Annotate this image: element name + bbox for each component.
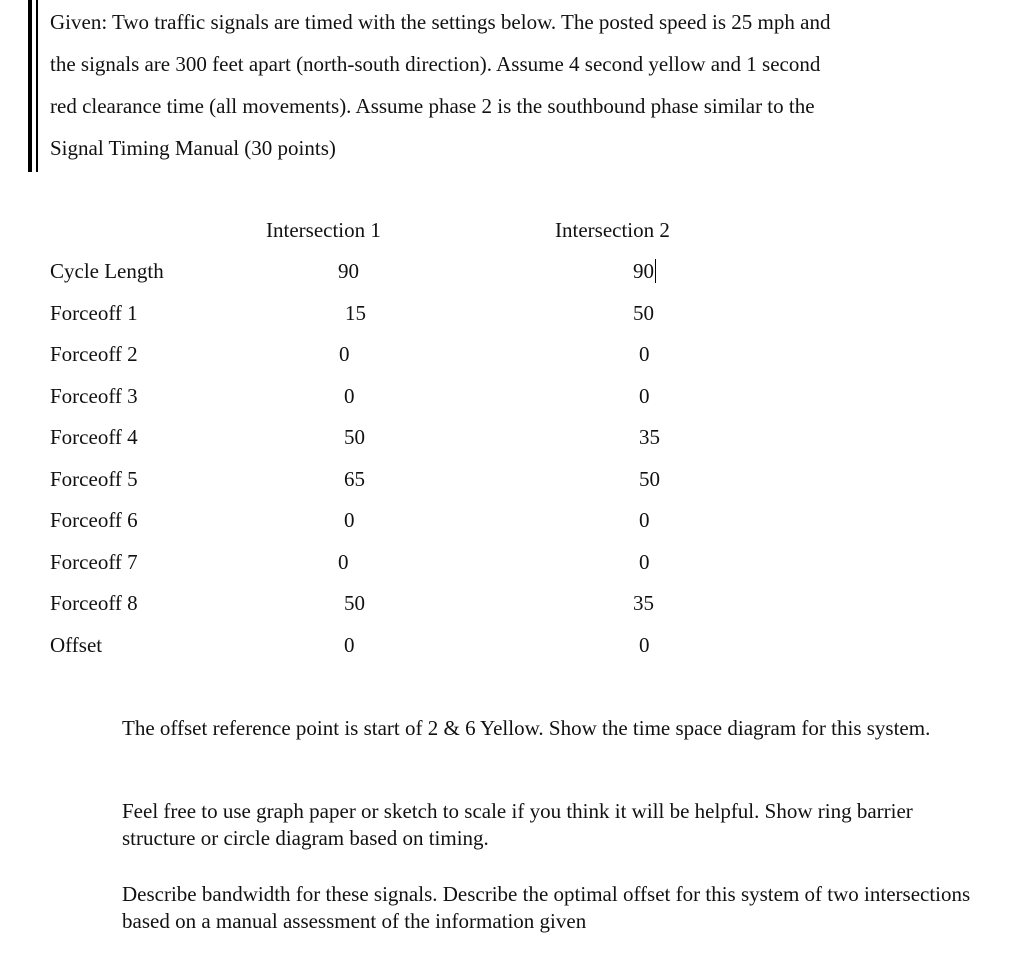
- cell-i2-forceoff-8: 35: [633, 591, 654, 615]
- row-label-forceoff-3: Forceoff 3: [50, 384, 138, 408]
- row-label-offset: Offset: [50, 633, 103, 657]
- cell-i1-forceoff-4: 50: [344, 425, 365, 449]
- left-margin-bar-thin: [36, 0, 38, 172]
- cell-i2-offset: 0: [639, 633, 650, 657]
- cell-i1-forceoff-6: 0: [344, 508, 355, 532]
- left-margin-bar-thick: [28, 0, 32, 172]
- column-header-intersection-1: Intersection 1: [266, 218, 381, 242]
- column-header-intersection-2: Intersection 2: [555, 218, 670, 242]
- cell-i2-forceoff-4: 35: [639, 425, 660, 449]
- row-label-forceoff-6: Forceoff 6: [50, 508, 138, 532]
- cell-i1-forceoff-5: 65: [344, 467, 365, 491]
- cell-i1-forceoff-2: 0: [339, 342, 350, 366]
- cell-i1-cycle-length: 90: [338, 259, 359, 283]
- cell-i1-forceoff-1: 15: [345, 301, 366, 325]
- cell-i2-cycle-length[interactable]: [633, 259, 656, 284]
- intro-line-3: red clearance time (all movements). Assume phase 2 is the southbound phase similar to the: [50, 94, 815, 118]
- cell-i1-offset: 0: [344, 633, 355, 657]
- intro-line-4: Signal Timing Manual (30 points): [50, 136, 336, 160]
- cell-i2-forceoff-5: 50: [639, 467, 660, 491]
- row-label-forceoff-1: Forceoff 1: [50, 301, 138, 325]
- row-label-forceoff-8: Forceoff 8: [50, 591, 138, 615]
- cell-i1-forceoff-7: 0: [338, 550, 349, 574]
- cell-i2-forceoff-7: 0: [639, 550, 650, 574]
- note-bandwidth: Describe bandwidth for these signals. Describe the optimal offset for this system of two intersections based on a manual assessment of the information given: [122, 882, 971, 933]
- row-label-cycle-length: Cycle Length: [50, 259, 164, 283]
- row-label-forceoff-7: Forceoff 7: [50, 550, 138, 574]
- cell-i2-forceoff-2: 0: [639, 342, 650, 366]
- text-cursor: [655, 259, 656, 283]
- cell-i2-cycle-length-value: 90: [633, 259, 654, 283]
- intro-line-2: the signals are 300 feet apart (north-south direction). Assume 4 second yellow and 1 second: [50, 52, 821, 76]
- cell-i1-forceoff-8: 50: [344, 591, 365, 615]
- row-label-forceoff-4: Forceoff 4: [50, 425, 138, 449]
- cell-i1-forceoff-3: 0: [344, 384, 355, 408]
- cell-i2-forceoff-6: 0: [639, 508, 650, 532]
- cell-i2-forceoff-3: 0: [639, 384, 650, 408]
- row-label-forceoff-5: Forceoff 5: [50, 467, 138, 491]
- note-offset-reference: The offset reference point is start of 2 & 6 Yellow. Show the time space diagram for this system.: [122, 716, 931, 740]
- row-label-forceoff-2: Forceoff 2: [50, 342, 138, 366]
- note-graph-paper: Feel free to use graph paper or sketch to scale if you think it will be helpful. Show ring barrier structure or circle diagram based on timing.: [122, 799, 913, 850]
- intro-line-1: Given: Two traffic signals are timed with the settings below. The posted speed is 25 mph and: [50, 10, 831, 34]
- cell-i2-forceoff-1: 50: [633, 301, 654, 325]
